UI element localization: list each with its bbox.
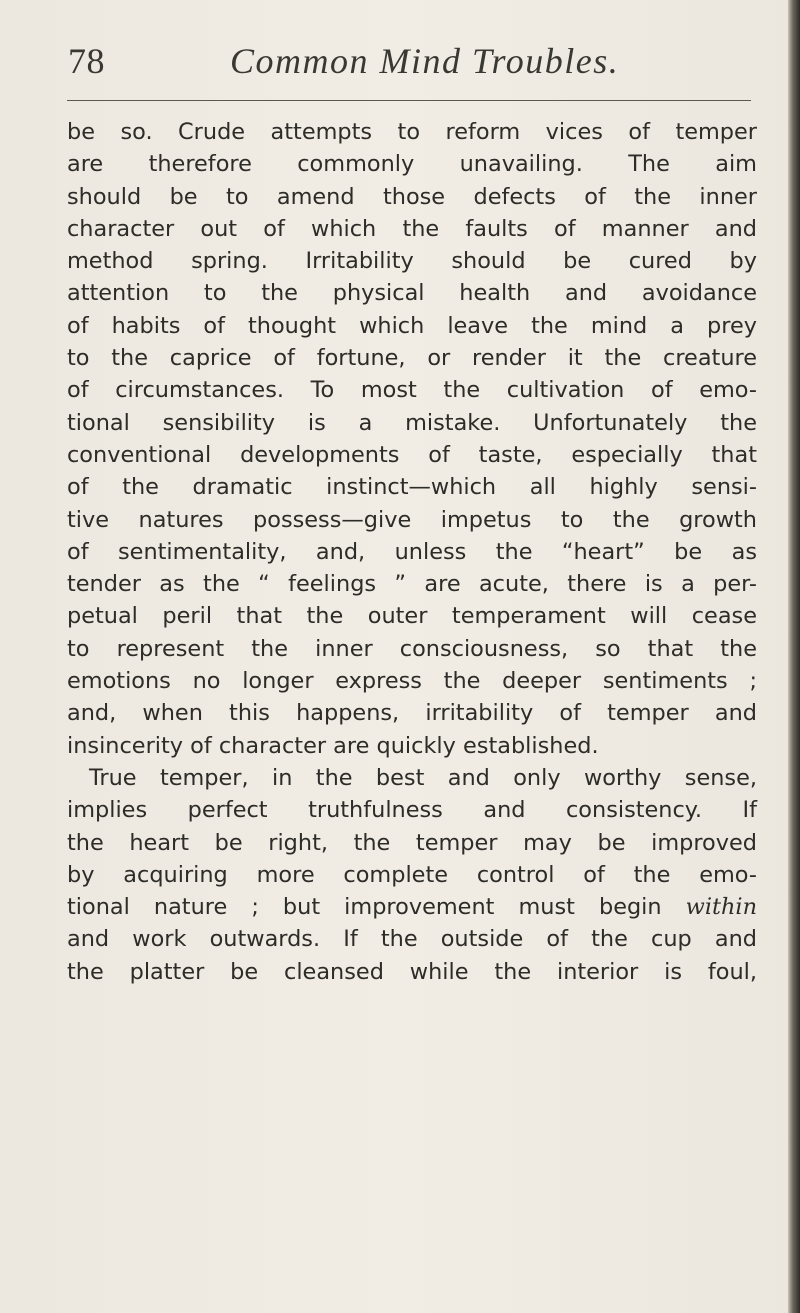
body-text — [67, 116, 757, 988]
text-line: tender as the “ feelings ” are acute, there is a per- — [67, 571, 757, 598]
text-line: petual peril that the outer temperament will cease — [67, 603, 757, 630]
text-line: to represent the inner consciousness, so that the — [67, 635, 757, 662]
text-line: should be to amend those defects of the inner — [67, 183, 757, 210]
text-line — [67, 891, 757, 923]
running-head — [68, 40, 758, 90]
paragraph-end-line: insincerity of character are quickly established. — [67, 732, 599, 759]
text-line: tive natures possess—give impetus to the growth — [67, 506, 757, 533]
text-line: of habits of thought which leave the mind a prey — [67, 312, 757, 339]
paragraph-start-line: True temper, in the best and only worthy sense, — [89, 764, 757, 791]
text-line: of circumstances. To most the cultivation of emo- — [67, 377, 757, 404]
text-line: and work outwards. If the outside of the cup and — [67, 926, 757, 953]
text-line: the heart be right, the temper may be improved — [67, 829, 757, 856]
text-line: method spring. Irritability should be cured by — [67, 248, 757, 275]
text-line: of the dramatic instinct—which all highly sensi- — [67, 474, 757, 501]
text-line: by acquiring more complete control of the emo- — [67, 861, 757, 888]
book-spine-edge — [788, 0, 800, 1313]
running-title: Common Mind Troubles. — [230, 41, 620, 81]
page-number: 78 — [68, 41, 105, 81]
text-line: and, when this happens, irritability of temper and — [67, 700, 757, 727]
text-line: conventional developments of taste, especially that — [67, 441, 757, 468]
text-line: of sentimentality, and, unless the “heart” be as — [67, 538, 757, 565]
text-line: attention to the physical health and avoidance — [67, 280, 757, 307]
text-line: the platter be cleansed while the interior is foul, — [67, 958, 757, 985]
text-line: tional sensibility is a mistake. Unfortunately the — [67, 409, 757, 436]
header-rule — [67, 100, 751, 101]
text-line: emotions no longer express the deeper sentiments ; — [67, 668, 757, 695]
text-line: character out of which the faults of manner and — [67, 215, 757, 242]
text-line: implies perfect truthfulness and consistency. If — [67, 797, 757, 824]
text-line: to the caprice of fortune, or render it the creature — [67, 345, 757, 372]
italic-word: within — [685, 894, 757, 921]
text-line: are therefore commonly unavailing. The aim — [67, 151, 757, 178]
text-line: be so. Crude attempts to reform vices of temper — [67, 119, 757, 145]
text-segment: tional nature ; but improvement must begin — [67, 894, 662, 921]
